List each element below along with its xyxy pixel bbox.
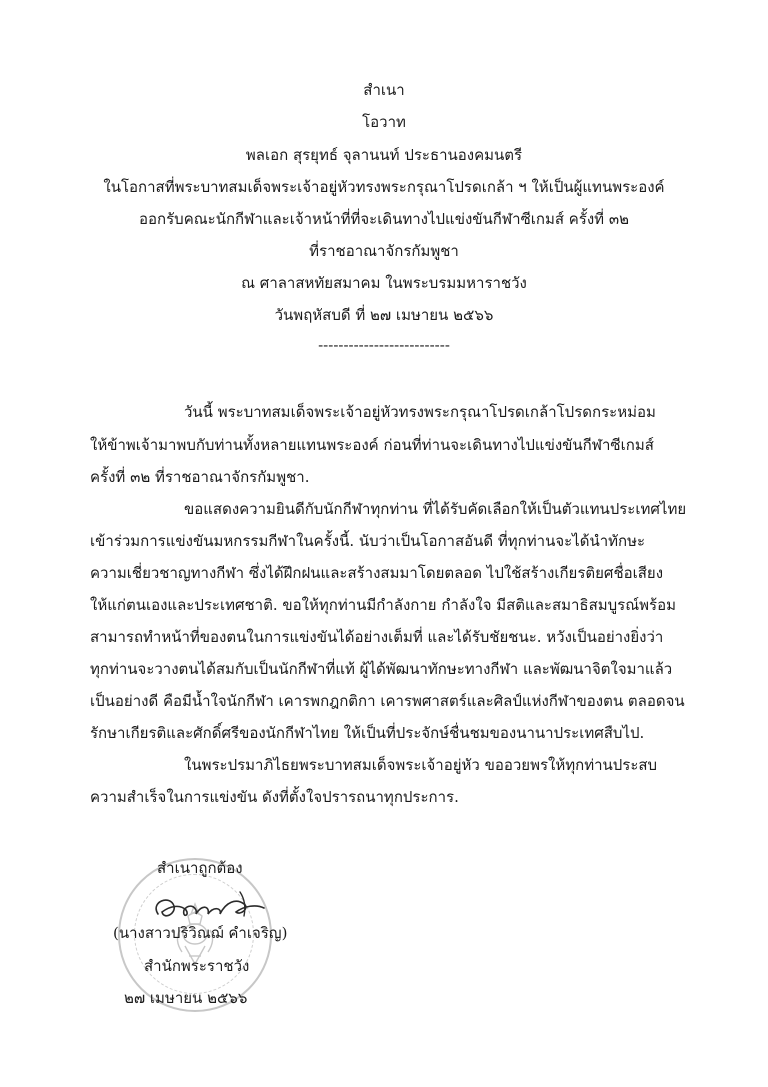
paragraph-3-line-1: ในพระปรมาภิไธยพระบาทสมเด็จพระเจ้าอยู่หัว ขออวยพรให้ทุกท่านประสบ [184, 756, 658, 774]
signer-name: (นางสาวปริวิณฌ์ คำเจริญ) [113, 924, 288, 942]
venue-line: ณ ศาลาสหทัยสมาคม ในพระบรมมหาราชวัง [241, 274, 527, 292]
occasion-line-3: ที่ราชอาณาจักรกัมพูชา [309, 242, 459, 260]
paragraph-2-line-8: รักษาเกียรติและศักดิ์ศรีของนักกีฬาไทย ให้เป็นที่ประจักษ์ชื่นชมของนานาประเทศสืบไป. [90, 724, 645, 742]
paragraph-2-line-1: ขอแสดงความยินดีกับนักกีฬาทุกท่าน ที่ได้รับคัดเลือกให้เป็นตัวแทนประเทศไทย [184, 500, 687, 518]
certification-date: ๒๗ เมษายน ๒๕๖๖ [124, 989, 248, 1007]
paragraph-3-line-2: ความสำเร็จในการแข่งขัน ดังที่ตั้งใจปรารถนาทุกประการ. [90, 788, 459, 806]
speaker-line: พลเอก สุรยุทธ์ จุลานนท์ ประธานองคมนตรี [245, 146, 523, 164]
paragraph-1-line-3: ครั้งที่ ๓๒ ที่ราชอาณาจักรกัมพูชา. [90, 468, 310, 486]
paragraph-2-line-4: ให้แก่ตนเองและประเทศชาติ. ขอให้ทุกท่านมีกำลังกาย กำลังใจ มีสติและสมาธิสมบูรณ์พร้อม [90, 596, 676, 614]
document-title: โอวาท [362, 113, 406, 131]
signer-office: สำนักพระราชวัง [144, 957, 250, 975]
date-line: วันพฤหัสบดี ที่ ๒๗ เมษายน ๒๕๖๖ [274, 306, 494, 324]
certified-copy-label: สำเนาถูกต้อง [157, 859, 243, 877]
paragraph-1-line-2: ให้ข้าพเจ้ามาพบกับท่านทั้งหลายแทนพระองค์ ก่อนที่ท่านจะเดินทางไปแข่งขันกีฬาซีเกมส์ [90, 436, 654, 454]
paragraph-2-line-5: สามารถทำหน้าที่ของตนในการแข่งขันได้อย่างเต็มที่ และได้รับชัยชนะ. หวังเป็นอย่างยิ่งว่า [90, 628, 664, 646]
copy-label: สำเนา [363, 81, 405, 99]
paragraph-2-line-2: เข้าร่วมการแข่งขันมหกรรมกีฬาในครั้งนี้. นับว่าเป็นโอกาสอันดี ที่ทุกท่านจะได้นำทักษะ [90, 532, 646, 550]
paragraph-2-line-3: ความเชี่ยวชาญทางกีฬา ซึ่งได้ฝึกฝนและสร้างสมมาโดยตลอด ไปใช้สร้างเกียรติยศชื่อเสียง [90, 564, 664, 582]
paragraph-1-line-1: วันนี้ พระบาทสมเด็จพระเจ้าอยู่หัวทรงพระกรุณาโปรดเกล้าโปรดกระหม่อม [184, 403, 656, 421]
separator-line: -------------------------- [318, 336, 450, 354]
occasion-line-1: ในโอกาสที่พระบาทสมเด็จพระเจ้าอยู่หัวทรงพระกรุณาโปรดเกล้า ฯ ให้เป็นผู้แทนพระองค์ [103, 178, 665, 196]
paragraph-2-line-6: ทุกท่านจะวางตนได้สมกับเป็นนักกีฬาที่แท้ ผู้ได้พัฒนาทักษะทางกีฬา และพัฒนาจิตใจมาแล้ว [90, 660, 673, 678]
occasion-line-2: ออกรับคณะนักกีฬาและเจ้าหน้าที่ที่จะเดินทางไปแข่งขันกีฬาซีเกมส์ ครั้งที่ ๓๒ [139, 210, 629, 228]
paragraph-2-line-7: เป็นอย่างดี คือมีน้ำใจนักกีฬา เคารพกฎกติกา เคารพศาสตร์และศิลป์แห่งกีฬาของตน ตลอดจน [90, 692, 685, 710]
